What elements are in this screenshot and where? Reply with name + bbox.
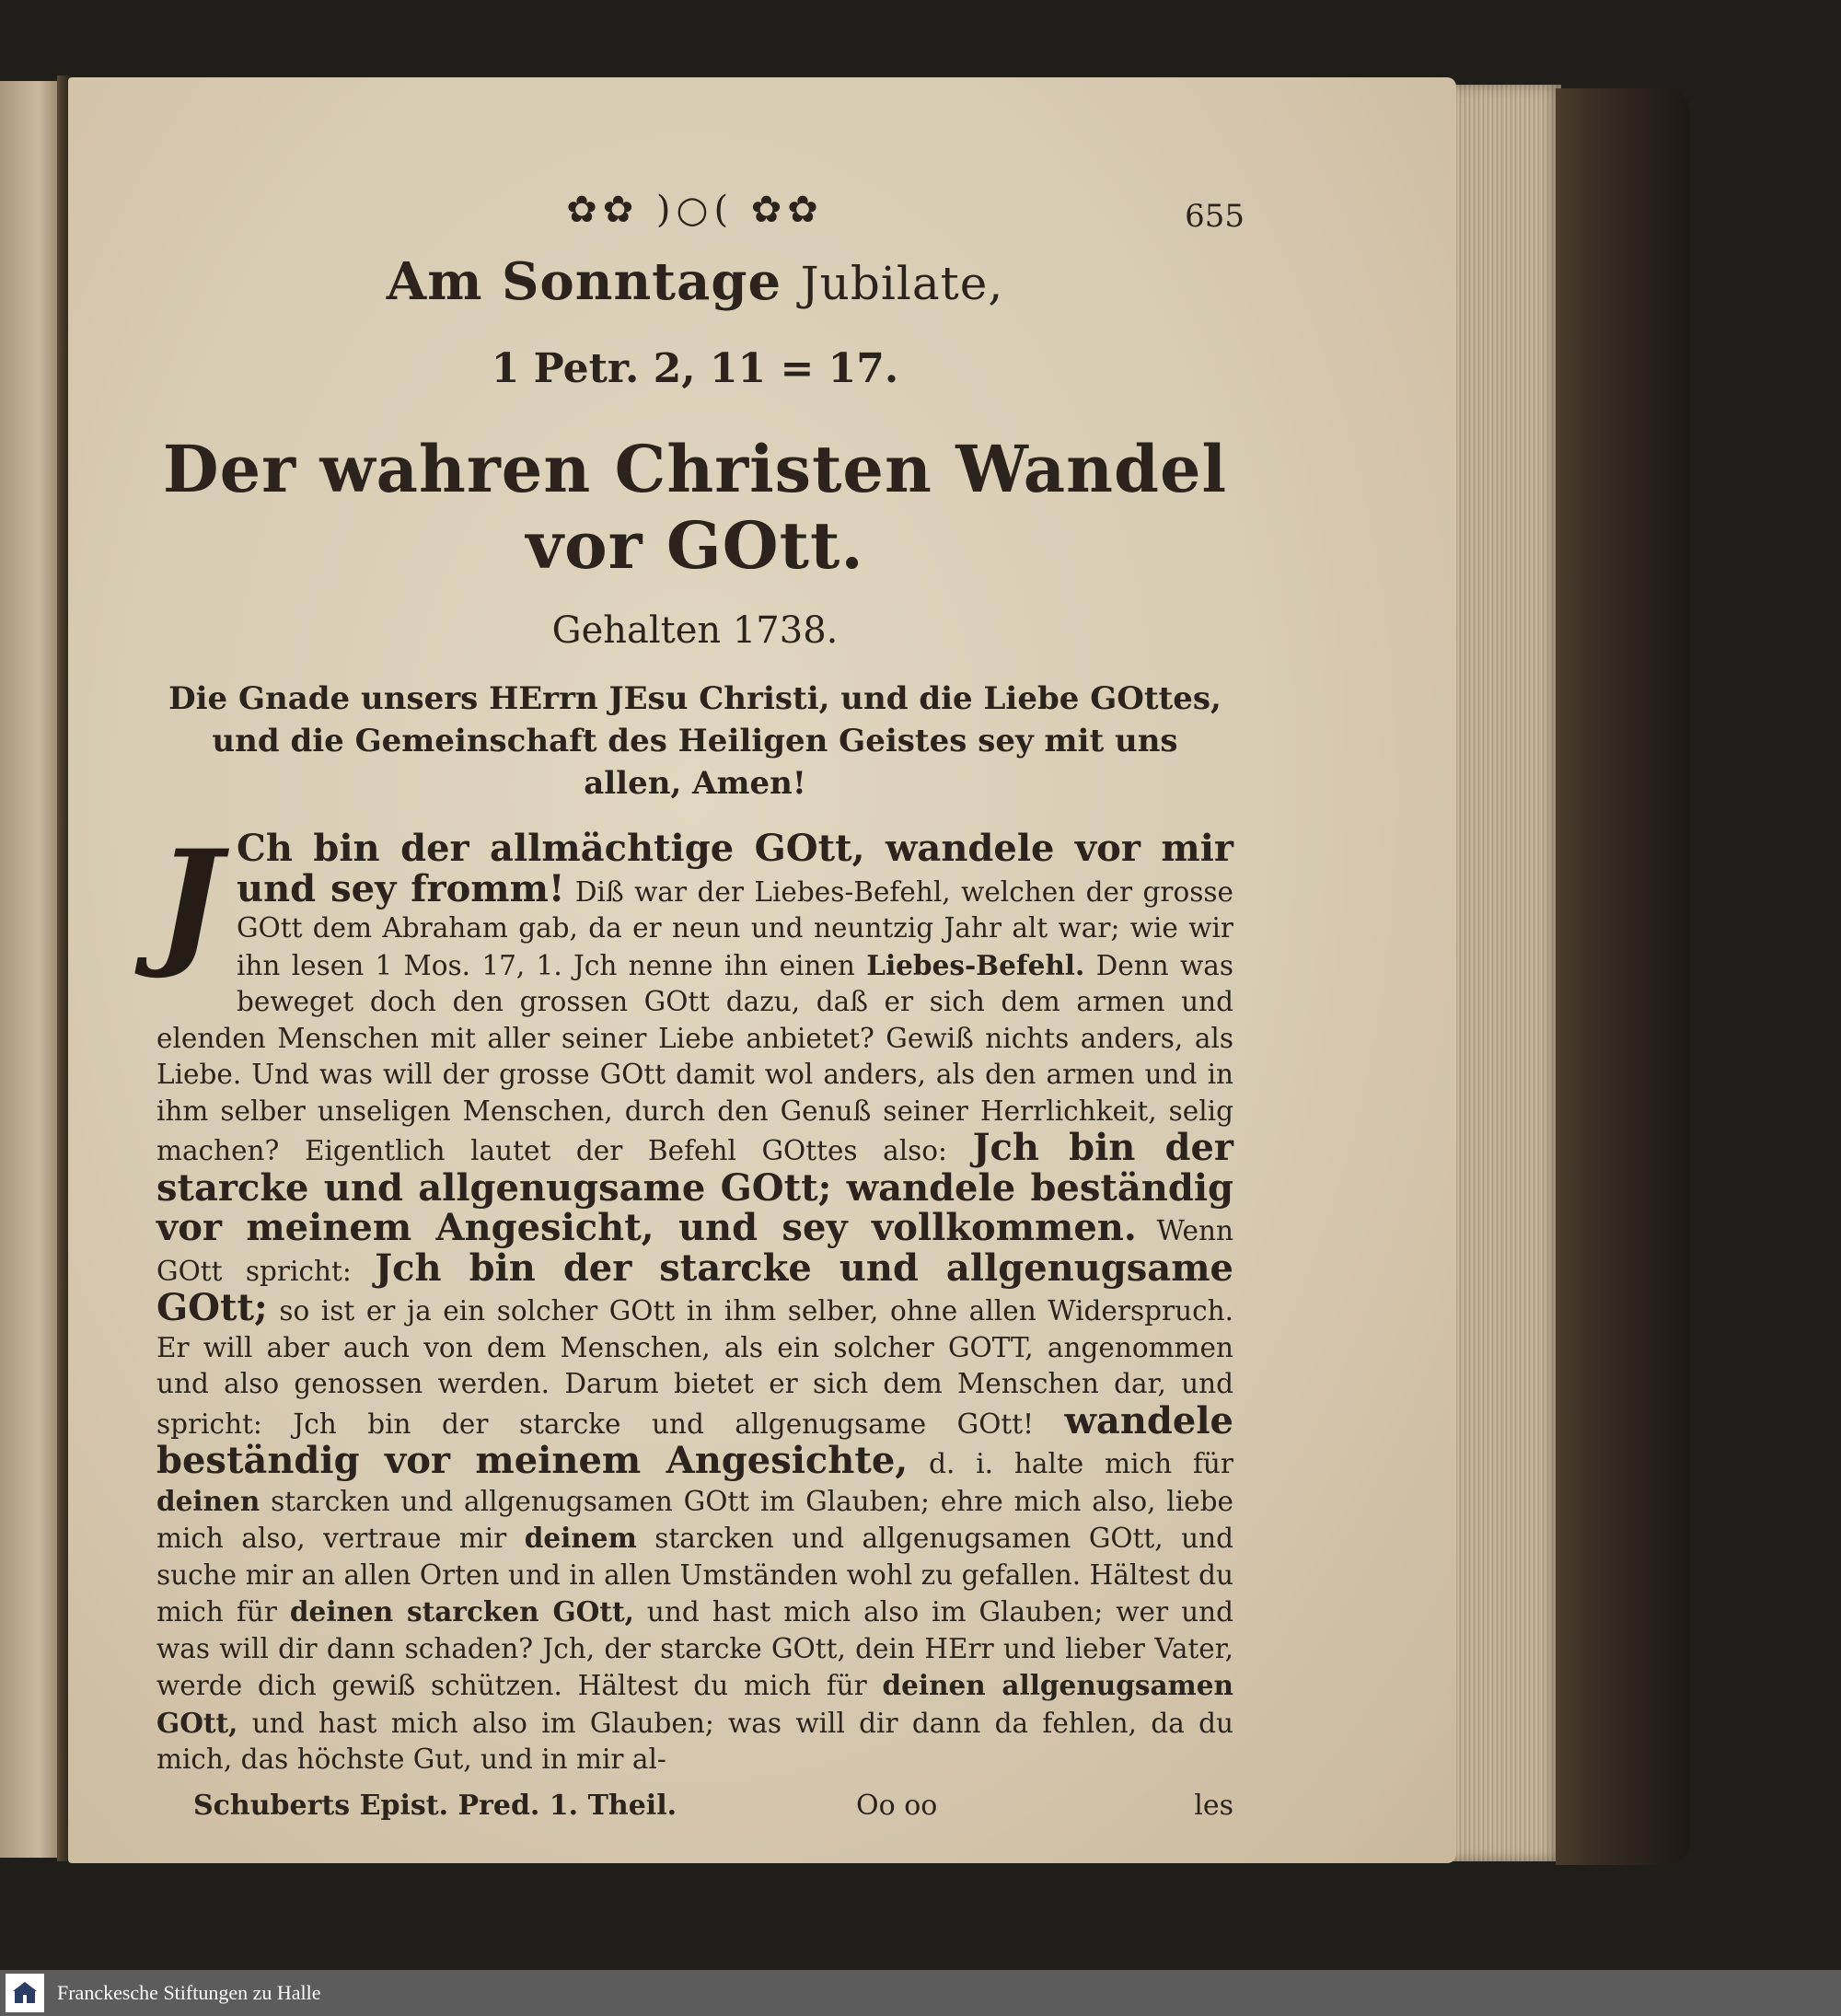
- emphasis-4: wandele beständig vor meinem Angesichte,: [156, 1398, 1233, 1482]
- sunday-latin: Jubilate,: [800, 257, 1004, 310]
- blessing: Die Gnade unsers HErrn JEsu Christi, und die Liebe GOttes, und die Gemeinschaft des Heiligen Geistes sey mit uns allen, Amen!: [168, 680, 1222, 802]
- institution-name[interactable]: Franckesche Stiftungen zu Halle: [57, 1981, 321, 2004]
- page-edges: [1453, 85, 1561, 1861]
- paragraph-5b: starcken und allgenugsamen GOtt im Glauben; ehre mich also, liebe mich also, vertraue mir: [156, 1485, 1233, 1554]
- paragraph-2: Denn was beweget doch den grossen GOtt dazu, daß er sich dem armen und elenden Menschen mit aller seiner Liebe anbietet? Gewiß nichts anders, als Liebe. Und was will der grosse GOtt damit wol anders, als den armen und in ihm selber unseligen Menschen, durch den Genuß seiner Herrlichkeit, selig machen? Eigentlich lautet der Befehl GOttes also:: [156, 949, 1233, 1166]
- emphasis-3: Jch bin der starcke und allgenugsame GOtt;: [156, 1246, 1233, 1329]
- institution-logo-icon[interactable]: [6, 1974, 44, 2012]
- emphasis-2: Jch bin der starcke und allgenugsame GOtt; wandele beständig vor meinem Angesicht, und sey vollkommen.: [156, 1126, 1234, 1249]
- opening-emphasis: Ch bin der allmächtige GOtt, wandele vor mir und sey fromm!: [236, 827, 1233, 910]
- header-ornament: ✿✿ )○( ✿✿: [566, 189, 824, 231]
- emphasis-6: deinen allgenugsamen GOtt,: [156, 1669, 1233, 1739]
- footer-signature: Schuberts Epist. Pred. 1. Theil.: [193, 1789, 677, 1822]
- page-number: 655: [1185, 198, 1245, 235]
- held-date: Gehalten 1738.: [551, 609, 839, 652]
- footer-leaf-mark: Oo oo: [856, 1789, 938, 1822]
- sunday-title: [156, 251, 1233, 312]
- emphasis-5: deinen starcken GOtt,: [289, 1595, 634, 1628]
- scripture-reference: 1 Petr. 2, 11 = 17.: [491, 345, 899, 392]
- paragraph-1: Diß war der Liebes-Befehl, welchen der grosse GOtt dem Abraham gab, da er neun und neuntzig Jahr alt war; wie wir ihn lesen 1 Mos. 17, 1. Jch nenne ihn einen: [236, 875, 1233, 981]
- paragraph-3: Wenn GOtt spricht:: [156, 1215, 1233, 1287]
- paragraph-4: so ist er ja ein solcher GOtt in ihm selber, ohne allen Widerspruch. Er will aber auch von dem Menschen, als ein solcher GOTT, angenommen und also genossen werden. Darum bietet er sich dem Menschen dar, und spricht: Jch bin der starcke und allgenugsame GOtt!: [156, 1295, 1233, 1440]
- page-header: [156, 180, 1245, 244]
- paragraph-6: und hast mich also im Glauben; wer und was will dir dann schaden? Jch, der starcke GOtt, dein HErr und lieber Vater, werde dich gewiß schützen. Hältest du mich für: [156, 1596, 1233, 1701]
- paragraph-5c: starcken und allgenugsamen GOtt, und suche mir an allen Orten und in allen Umständen wohl zu gefallen. Hältest du mich für: [156, 1523, 1233, 1628]
- page-text: [156, 180, 1245, 1830]
- paragraph-5a: d. i. halte mich für: [929, 1448, 1233, 1479]
- left-page-edge: [0, 81, 64, 1858]
- deinem: deinem: [524, 1522, 637, 1554]
- sunday-title-text: Am Sonntage: [386, 251, 782, 312]
- sermon-title: Der wahren Christen Wandel vor GOtt.: [162, 431, 1228, 584]
- page-footer: [156, 1790, 1233, 1830]
- book-cover: [1556, 88, 1690, 1865]
- decorated-initial: J: [156, 820, 222, 982]
- footer-catchword: les: [1194, 1789, 1233, 1822]
- liebes-befehl: Liebes-Befehl.: [866, 948, 1085, 981]
- institution-banner: [0, 1970, 1841, 2016]
- deinen-1: deinen: [156, 1484, 261, 1517]
- body-text: [156, 820, 1234, 1778]
- paragraph-7: und hast mich also im Glauben; was will dir dann da fehlen, da du mich, das höchste Gut, und in mir al-: [156, 1707, 1233, 1775]
